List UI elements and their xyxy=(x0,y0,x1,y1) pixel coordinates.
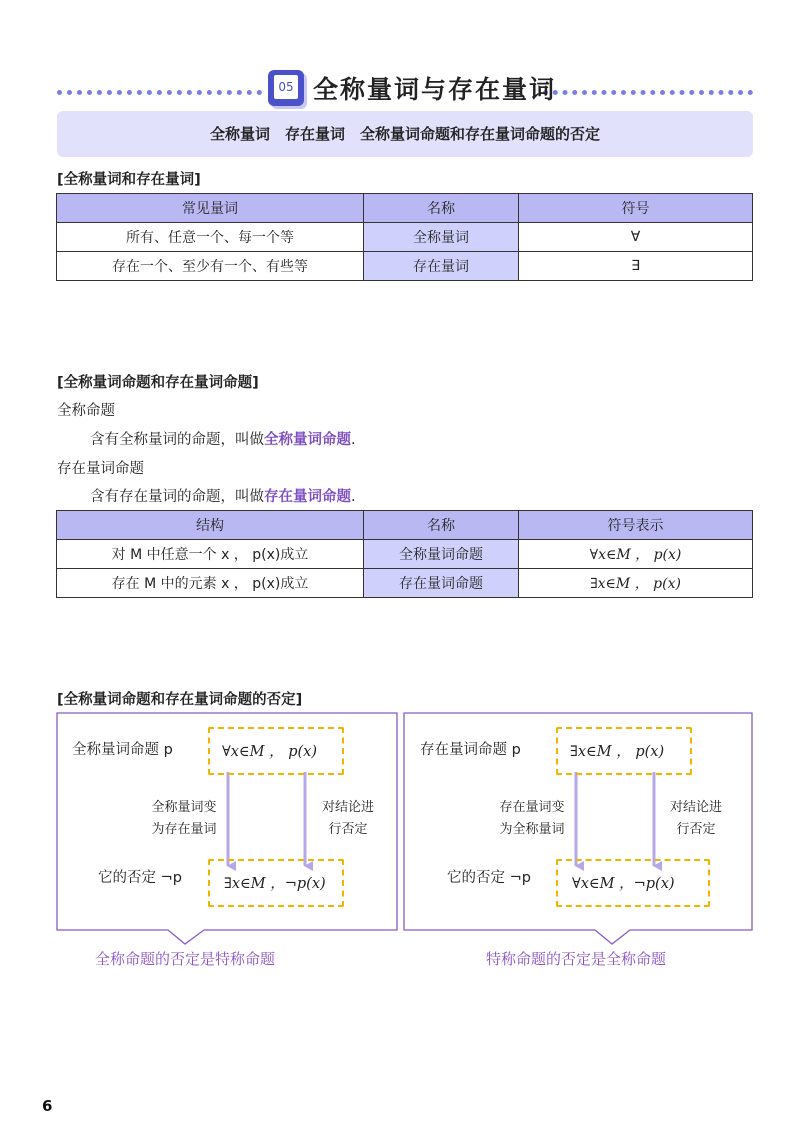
page-number: 6 xyxy=(42,1097,53,1115)
step-text: 为存在量词 xyxy=(151,822,217,837)
forall-symbol: ∀ xyxy=(519,223,753,252)
table-cell: 全称量词命题 xyxy=(364,540,519,569)
right-proposition-label: 存在量词命题 p xyxy=(420,742,521,758)
right-formula: ∃x∈M ， p(x) xyxy=(570,744,665,760)
definition-highlight: 全称量词命题 xyxy=(264,432,351,448)
right-step-quantifier xyxy=(488,797,576,841)
left-negation-formula: ∃x∈M ，¬p(x) xyxy=(224,876,326,892)
table-cell: 对 M 中任意一个 x ， p(x)成立 xyxy=(57,540,364,569)
right-caption: 特称命题的否定是全称命题 xyxy=(486,950,667,968)
right-formula-box xyxy=(556,727,692,775)
table-header-cell: 符号 xyxy=(519,194,753,223)
table-cell: 存在一个、至少有一个、有些等 xyxy=(57,252,364,281)
badge-number: 05 xyxy=(274,75,298,99)
left-proposition-label: 全称量词命题 p xyxy=(72,742,173,758)
term-existential: 存在量词命题 xyxy=(57,461,144,477)
section3-heading: [全称量词命题和存在量词命题的否定] xyxy=(57,692,303,708)
step-text: 存在量词变 xyxy=(499,800,565,815)
table-header-cell: 名称 xyxy=(364,194,519,223)
definition-text: 含有全称量词的命题，叫做 xyxy=(90,432,264,448)
step-text: 全称量词变 xyxy=(151,800,217,815)
left-formula-box xyxy=(208,727,344,775)
table-header-cell: 符号表示 xyxy=(519,511,753,540)
step-text: 行否定 xyxy=(328,822,368,837)
subtitle-bar: 全称量词 存在量词 全称量词命题和存在量词命题的否定 xyxy=(57,111,753,157)
step-text: 对结论进 xyxy=(669,800,722,815)
table-cell: 存在 M 中的元素 x ， p(x)成立 xyxy=(57,569,364,598)
table-cell: ∀x∈M ， p(x) xyxy=(519,540,753,569)
page-title: 全称量词与存在量词 xyxy=(313,75,557,104)
right-step-conclusion xyxy=(660,797,732,841)
step-text: 对结论进 xyxy=(321,800,374,815)
step-text: 为全称量词 xyxy=(499,822,565,837)
table-cell: 存在量词命题 xyxy=(364,569,519,598)
definition-period: . xyxy=(351,432,356,448)
table-cell: 全称量词 xyxy=(364,223,519,252)
table-cell: 所有、任意一个、每一个等 xyxy=(57,223,364,252)
table-cell: 存在量词 xyxy=(364,252,519,281)
section2-heading: [全称量词命题和存在量词命题] xyxy=(57,375,259,391)
definition-period: . xyxy=(351,489,356,505)
left-step-conclusion xyxy=(312,797,384,841)
definition-text: 含有存在量词的命题，叫做 xyxy=(90,489,264,505)
left-step-quantifier xyxy=(140,797,228,841)
table-header-cell: 名称 xyxy=(364,511,519,540)
left-negation-box xyxy=(208,859,344,907)
right-negation-box xyxy=(556,859,710,907)
table-cell: ∃x∈M ， p(x) xyxy=(519,569,753,598)
term-universal: 全称命题 xyxy=(57,403,115,419)
left-caption: 全称命题的否定是特称命题 xyxy=(95,950,276,968)
table-header-cell: 结构 xyxy=(57,511,364,540)
exists-symbol: ∃ xyxy=(519,252,753,281)
definition-highlight: 存在量词命题 xyxy=(264,489,351,505)
section1-heading: [全称量词和存在量词] xyxy=(57,172,201,188)
step-text: 行否定 xyxy=(676,822,716,837)
right-negation-label: 它的否定 ¬p xyxy=(447,870,531,886)
left-negation-label: 它的否定 ¬p xyxy=(98,870,182,886)
left-formula: ∀x∈M ， p(x) xyxy=(222,744,318,760)
table-header-cell: 常见量词 xyxy=(57,194,364,223)
right-negation-formula: ∀x∈M ，¬p(x) xyxy=(572,876,675,892)
